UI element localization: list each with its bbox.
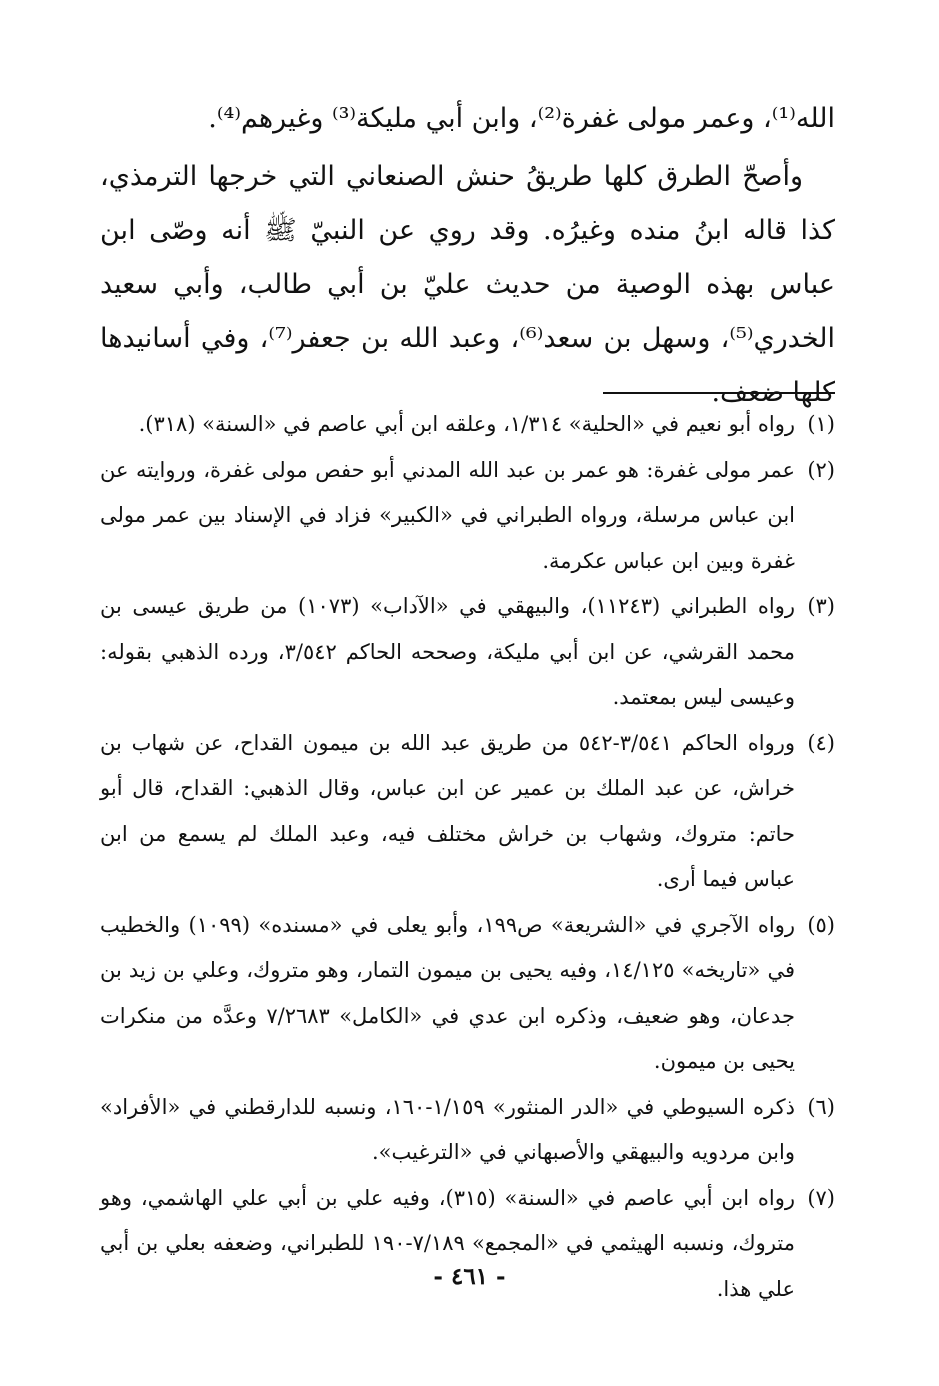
footnote-text: ذكره السيوطي في «الدر المنثور» ١/١٥٩-١٦٠، ونسبه للدارقطني في «الأفراد» وابن مردويه والبيهقي والأصبهاني في «الترغيب».	[100, 1094, 795, 1164]
footnotes	[100, 402, 835, 1312]
footnote-4	[100, 721, 835, 903]
footnote-7	[100, 1176, 835, 1313]
main-text	[100, 92, 835, 420]
page-number: - ٤٦١ -	[433, 1263, 506, 1290]
footnote-text: عمر مولى غفرة: هو عمر بن عبد الله المدني أبو حفص مولى غفرة، وروايته عن ابن عباس مرسلة، ورواه الطبراني في «الكبير» فزاد في الإسناد بين عمر مولى غفرة وبين ابن عباس عكرمة.	[100, 457, 795, 573]
footnote-6	[100, 1085, 835, 1176]
footnote-text: رواه الطبراني (١١٢٤٣)، والبيهقي في «الآداب» (١٠٧٣) من طريق عيسى بن محمد القرشي، عن ابن أبي مليكة، وصححه الحاكم ٣/٥٤٢، ورده الذهبي بقوله: وعيسى ليس بمعتمد.	[100, 594, 795, 709]
footnote-text: رواه أبو نعيم في «الحلية» ١/٣١٤، وعلقه ابن أبي عاصم في «السنة» (٣١٨).	[138, 412, 795, 436]
footnote-text: رواه ابن أبي عاصم في «السنة» (٣١٥)، وفيه علي بن أبي علي الهاشمي، وهو متروك، ونسبه الهيثمي في «المجمع» ٧/١٨٩-١٩٠ للطبراني، وضعفه بعلي بن أبي علي هذا.	[100, 1185, 795, 1301]
footnote-number: (٢)	[807, 457, 835, 482]
footnote-number: (٥)	[807, 912, 835, 937]
main-paragraph-2: وأصحّ الطرق كلها طريقُ حنش الصنعاني التي خرجها الترمذي، كذا قاله ابنُ منده وغيرُه. وقد روي عن النبيّ ﷺ أنه وصّى ابن عباس بهذه الوصية من حديث عليّ بن أبي طالب، وأبي سعيد الخدري⁽⁵⁾، وسهل بن سعد⁽⁶⁾، وعبد الله بن جعفر⁽⁷⁾، وفي أسانيدها كلها ضعف.	[100, 161, 835, 408]
footnote-number: (٤)	[807, 730, 835, 755]
footnote-number: (٣)	[807, 594, 835, 618]
main-paragraph-1: الله⁽¹⁾، وعمر مولى غفرة⁽²⁾، وابن أبي مليكة⁽³⁾ وغيرهم⁽⁴⁾.	[208, 103, 835, 134]
footnote-text: رواه الآجري في «الشريعة» ص١٩٩، وأبو يعلى في «مسنده» (١٠٩٩) والخطيب في «تاريخه» ١٤/١٢٥، وفيه يحيى بن ميمون التمار، وهو متروك، وعلي بن زيد بن جدعان، وهو ضعيف، وذكره ابن عدي في «الكامل» ٧/٢٦٨٣ وعدَّه من منكرات يحيى بن ميمون.	[100, 912, 796, 1073]
footnote-5	[100, 903, 835, 1085]
footnote-number: (١)	[807, 412, 835, 436]
footnote-number: (٧)	[807, 1185, 835, 1210]
footnote-divider	[603, 392, 835, 394]
footnote-number: (٦)	[807, 1094, 835, 1119]
footnote-1	[100, 402, 835, 448]
footnote-2	[100, 448, 835, 585]
footnote-text: ورواه الحاكم ٣/٥٤١-٥٤٢ من طريق عبد الله بن ميمون القداح، عن شهاب بن خراش، عن عبد الملك بن عمير عن ابن عباس، وقال الذهبي: القداح، قال أبو حاتم: متروك، وشهاب بن خراش مختلف فيه، وعبد الملك لم يسمع من ابن عباس فيما أرى.	[100, 730, 795, 891]
footnote-3	[100, 584, 835, 721]
